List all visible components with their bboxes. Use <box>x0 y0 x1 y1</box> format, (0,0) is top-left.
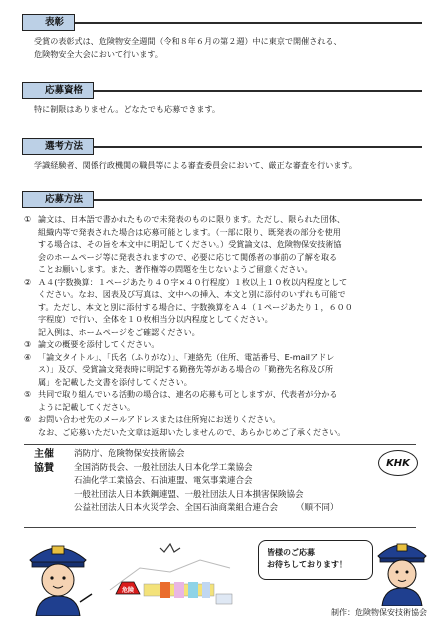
host-row <box>34 448 339 462</box>
item-line: お問い合わせ先のメールアドレスまたは住所宛にお送りください。 <box>38 414 281 424</box>
khk-logo <box>378 450 418 476</box>
header-rule <box>22 22 422 24</box>
item-number: ⑥ <box>24 414 32 424</box>
award-text <box>22 35 429 61</box>
award-header <box>22 14 429 31</box>
item-line: 字程度）で行い、全体を１０枚相当分以内程度としてください。 <box>38 314 273 324</box>
support-note: （順不同） <box>296 503 339 513</box>
list-item <box>24 213 353 276</box>
selection-title: 選考方法 <box>22 138 94 155</box>
selection-line: 学識経験者、関係行政機関の職員等による審査委員会において、厳正な審査を行います。 <box>34 160 357 170</box>
sponsor-top-rule <box>24 444 416 445</box>
support-organization-text: 公益社団法人日本火災学会、全国石油商業組合連合会 <box>74 503 279 513</box>
eligibility-header <box>22 82 429 99</box>
item-line: 会のホームページ等に発表されますので、必要に応じて関係者の事前の了解を取る <box>38 251 338 262</box>
method-header <box>22 191 429 208</box>
item-number: ③ <box>24 339 32 349</box>
item-number: ② <box>24 276 32 287</box>
item-text <box>38 413 345 438</box>
firefighter-illustration-right <box>372 530 432 606</box>
support-organization-line <box>74 502 339 516</box>
bubble-line: お待ちしております！ <box>267 560 347 569</box>
list-item <box>24 276 353 339</box>
firefighter-illustration-left <box>22 530 94 616</box>
item-line: 共同で取り組んでいる活動の場合は、連名の応募も可としますが、代表者が分かる <box>38 389 338 399</box>
fire-scene-illustration <box>100 538 250 614</box>
list-item <box>24 413 353 438</box>
item-line: ことお願いします。また、著作権等の問題を生じないようご留意ください。 <box>38 264 313 274</box>
item-line: Ａ４(字数換算：１ページあたり４０字×４０行程度）１枚以上１０枚以内程度として <box>38 276 348 287</box>
item-text <box>38 276 353 339</box>
footer-credit: 制作：危険物保安技術協会 <box>331 608 427 617</box>
item-line: 論文は、日本語で書かれたもので未発表のものに限ります。ただし、限られた団体、 <box>38 214 345 224</box>
support-label: 協賛 <box>34 462 54 474</box>
eligibility-section <box>22 82 429 116</box>
item-text <box>38 338 159 351</box>
host-organizations: 消防庁、危険物保安技術協会 <box>74 449 185 459</box>
eligibility-text <box>22 103 429 116</box>
speech-bubble <box>258 540 373 580</box>
method-list <box>24 213 353 438</box>
item-number: ① <box>24 214 32 224</box>
method-section <box>22 191 429 208</box>
support-row <box>34 462 339 476</box>
item-line: 論文の概要を添付してください。 <box>38 339 160 349</box>
award-section <box>22 14 429 61</box>
sponsor-bottom-rule <box>24 527 416 528</box>
bubble-line: 皆様のご応募 <box>267 548 315 557</box>
item-line: す。ただし、本文と別に添付する場合に、字数換算をＡ４（１ページあたり１，６００ <box>38 301 353 312</box>
support-organization-line: 石油化学工業協会、石油連盟、電気事業連合会 <box>74 476 253 486</box>
item-line: 属」を記載した文書を添付してください。 <box>38 376 192 387</box>
selection-header <box>22 138 429 155</box>
support-organization-line: 全国消防長会、一般社団法人日本化学工業協会 <box>74 462 253 473</box>
item-line: ください。なお、図表及び写真は、文中への挿入、本文と別に添付のいずれも可能で <box>38 289 346 299</box>
item-line: 組織内等で発表された場合は応募可能とします。（一部に限り、既発表の部分を使用 <box>38 226 341 237</box>
item-line: 「論文タイトル」、「氏名（ふりがな）」、「連絡先（住所、電話番号、E-mailアドレ <box>38 351 335 362</box>
item-line: ス）」及び、受賞論文発表時に明記する勤務先等がある場合の「勤務先名称及び所 <box>38 364 334 374</box>
item-line: する場合は、その旨を本文中に明記してください。）受賞論文は、危険物保安技術協 <box>38 239 342 249</box>
eligibility-line: 特に制限はありません。どなたでも応募できます。 <box>34 104 220 114</box>
selection-section <box>22 138 429 172</box>
list-item <box>24 351 353 389</box>
list-item <box>24 338 353 351</box>
sponsor-block <box>34 448 339 516</box>
item-line: なお、ご応募いただいた文章は返却いたしませんので、あらかじめご了承ください。 <box>38 426 346 437</box>
item-text <box>38 388 337 413</box>
support-organization-line: 一般社団法人日本鉄鋼連盟、一般社団法人日本損害保険協会 <box>74 489 304 500</box>
list-item <box>24 388 353 413</box>
method-title: 応募方法 <box>22 191 94 208</box>
item-line: ように記載してください。 <box>38 401 136 412</box>
item-number: ⑤ <box>24 389 32 399</box>
selection-text <box>22 159 429 172</box>
award-line: 受賞の表彰式は、危険物安全週間（令和８年６月の第２週）中に東京で開催される、 <box>34 36 342 46</box>
logo-text: KHK <box>386 457 410 469</box>
item-text <box>38 213 345 276</box>
item-text <box>38 351 334 389</box>
item-line: 記入例は、ホームページをご確認ください。 <box>38 326 200 337</box>
host-label: 主催 <box>34 449 54 460</box>
award-line: 危険物安全大会において行います。 <box>34 49 163 59</box>
eligibility-title: 応募資格 <box>22 82 94 99</box>
danger-sign-text: 危険 <box>121 587 135 594</box>
item-number: ④ <box>24 351 32 362</box>
award-title: 表彰 <box>22 14 75 31</box>
